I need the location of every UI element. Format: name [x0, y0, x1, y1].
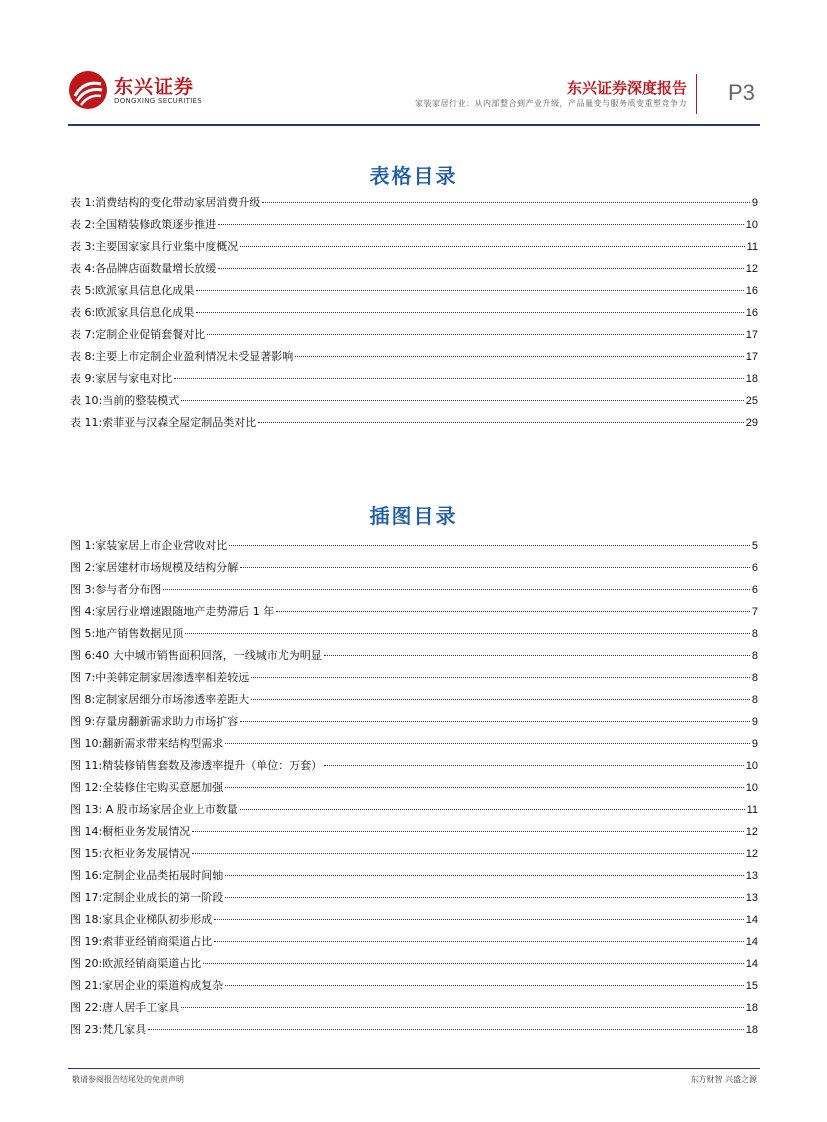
- toc-entry-page[interactable]: 16: [745, 307, 758, 319]
- toc-entry[interactable]: [70, 258, 758, 280]
- toc-entry-label[interactable]: 表 9:家居与家电对比: [70, 372, 173, 385]
- toc-entry[interactable]: [70, 667, 758, 689]
- toc-entry-page[interactable]: 10: [745, 219, 758, 231]
- toc-entry-label[interactable]: 图 14:橱柜业务发展情况: [70, 825, 191, 838]
- toc-entry-label[interactable]: 表 7:定制企业促销套餐对比: [70, 328, 206, 341]
- toc-entry[interactable]: [70, 777, 758, 799]
- logo-text-en: DONGXING SECURITIES: [114, 97, 203, 105]
- figures-toc: [70, 535, 758, 1041]
- toc-entry-label[interactable]: 图 7:中美韩定制家居渗透率相差较远: [70, 671, 250, 684]
- toc-entry-page[interactable]: 6: [751, 562, 758, 574]
- toc-entry-page[interactable]: 18: [745, 1024, 758, 1036]
- toc-entry[interactable]: [70, 1019, 758, 1041]
- toc-entry-page[interactable]: 9: [751, 197, 758, 209]
- page-number: P3: [728, 80, 755, 105]
- toc-dot-leader: [148, 1029, 744, 1030]
- toc-entry-label[interactable]: 表 2:全国精装修政策逐步推进: [70, 218, 217, 231]
- toc-dot-leader: [174, 378, 744, 379]
- toc-dot-leader: [218, 268, 744, 269]
- toc-dot-leader: [225, 875, 744, 876]
- toc-entry-label[interactable]: 图 16:定制企业品类拓展时间轴: [70, 869, 224, 882]
- toc-entry[interactable]: [70, 689, 758, 711]
- toc-entry-label[interactable]: 图 21:家居企业的渠道构成复杂: [70, 979, 224, 992]
- toc-entry-label[interactable]: 表 3:主要国家家具行业集中度概况: [70, 240, 239, 253]
- footer-slogan: 东方财智 兴盛之源: [690, 1075, 757, 1084]
- toc-entry-label[interactable]: 图 19:索菲亚经销商渠道占比: [70, 935, 213, 948]
- toc-entry[interactable]: [70, 601, 758, 623]
- toc-dot-leader: [181, 400, 744, 401]
- toc-entry-label[interactable]: 图 6:40 大中城市销售面积回落，一线城市尤为明显: [70, 649, 322, 662]
- toc-dot-leader: [225, 897, 744, 898]
- toc-dot-leader: [214, 919, 744, 920]
- toc-entry-page[interactable]: 15: [745, 980, 758, 992]
- toc-dot-leader: [225, 787, 744, 788]
- toc-entry-label[interactable]: 表 4:各品牌店面数量增长放缓: [70, 262, 217, 275]
- toc-entry-label[interactable]: 图 3:参与者分布图: [70, 583, 162, 596]
- toc-entry[interactable]: [70, 645, 758, 667]
- toc-entry-label[interactable]: 表 6:欧派家具信息化成果: [70, 306, 195, 319]
- toc-entry[interactable]: [70, 192, 758, 214]
- toc-entry-label[interactable]: 图 4:家居行业增速跟随地产走势滞后 1 年: [70, 605, 275, 618]
- toc-entry-page[interactable]: 7: [751, 606, 758, 618]
- company-logo: [68, 70, 208, 110]
- toc-dot-leader: [196, 290, 744, 291]
- toc-entry[interactable]: [70, 390, 758, 412]
- toc-entry-page[interactable]: 9: [751, 738, 758, 750]
- toc-entry-label[interactable]: 图 5:地产销售数据见顶: [70, 627, 184, 640]
- toc-entry[interactable]: [70, 733, 758, 755]
- toc-entry-page[interactable]: 12: [745, 826, 758, 838]
- toc-dot-leader: [163, 589, 750, 590]
- tables-toc-title: 表格目录: [369, 164, 458, 188]
- toc-entry-page[interactable]: 29: [745, 417, 758, 429]
- toc-entry-label[interactable]: 图 17:定制企业成长的第一阶段: [70, 891, 224, 904]
- toc-entry-label[interactable]: 表 8:主要上市定制企业盈利情况未受显著影响: [70, 350, 294, 363]
- toc-entry[interactable]: [70, 931, 758, 953]
- toc-dot-leader: [225, 743, 750, 744]
- toc-entry[interactable]: [70, 975, 758, 997]
- toc-dot-leader: [276, 611, 750, 612]
- toc-entry-page[interactable]: 8: [751, 694, 758, 706]
- toc-entry[interactable]: [70, 953, 758, 975]
- toc-entry-page[interactable]: 8: [751, 650, 758, 662]
- toc-entry[interactable]: [70, 711, 758, 733]
- toc-entry-page[interactable]: 18: [745, 1002, 758, 1014]
- toc-dot-leader: [295, 356, 744, 357]
- toc-entry[interactable]: [70, 412, 758, 434]
- toc-entry[interactable]: [70, 236, 758, 258]
- toc-entry-label[interactable]: 图 1:家装家居上市企业营收对比: [70, 539, 228, 552]
- toc-entry[interactable]: [70, 997, 758, 1019]
- toc-entry[interactable]: [70, 909, 758, 931]
- toc-entry-page[interactable]: 9: [751, 716, 758, 728]
- logo-text-cn: 东兴证券: [114, 76, 195, 98]
- toc-entry[interactable]: [70, 887, 758, 909]
- toc-entry-page[interactable]: 13: [745, 892, 758, 904]
- toc-entry-page[interactable]: 11: [746, 804, 758, 816]
- toc-entry[interactable]: [70, 535, 758, 557]
- toc-entry-page[interactable]: 25: [745, 395, 758, 407]
- toc-entry-page[interactable]: 6: [751, 584, 758, 596]
- toc-dot-leader: [258, 422, 744, 423]
- toc-entry[interactable]: [70, 557, 758, 579]
- toc-dot-leader: [214, 941, 744, 942]
- footer-disclaimer: 敬请参阅报告结尾处的免责声明: [72, 1075, 184, 1084]
- toc-entry-label[interactable]: 图 23:梵几家具: [70, 1023, 147, 1036]
- toc-dot-leader: [229, 545, 750, 546]
- footer-rule: [68, 1068, 760, 1069]
- toc-entry-label[interactable]: 图 20:欧派经销商渠道占比: [70, 957, 202, 970]
- toc-entry-page[interactable]: 17: [745, 329, 758, 341]
- toc-entry-page[interactable]: 13: [745, 870, 758, 882]
- toc-dot-leader: [196, 312, 744, 313]
- toc-dot-leader: [225, 985, 744, 986]
- toc-entry-page[interactable]: 14: [745, 936, 758, 948]
- toc-entry-page[interactable]: 17: [745, 351, 758, 363]
- toc-entry-label[interactable]: 图 8:定制家居细分市场渗透率差距大: [70, 693, 250, 706]
- toc-entry-label[interactable]: 表 10:当前的整装模式: [70, 394, 180, 407]
- toc-entry[interactable]: [70, 799, 758, 821]
- toc-entry-label[interactable]: 表 1:消费结构的变化带动家居消费升级: [70, 196, 261, 209]
- tables-toc: [70, 192, 758, 434]
- toc-entry[interactable]: [70, 324, 758, 346]
- toc-dot-leader: [324, 765, 744, 766]
- toc-entry[interactable]: [70, 843, 758, 865]
- toc-entry-page[interactable]: 11: [746, 241, 758, 253]
- toc-entry-page[interactable]: 10: [745, 760, 758, 772]
- toc-entry-page[interactable]: 12: [745, 263, 758, 275]
- report-subtitle: 家装家居行业：从内部整合到产业升级，产品量变与服务质变重塑竞争力: [415, 99, 687, 108]
- toc-entry-label[interactable]: 图 18:家具企业梯队初步形成: [70, 913, 213, 926]
- toc-entry-label[interactable]: 表 5:欧派家具信息化成果: [70, 284, 195, 297]
- toc-entry-label[interactable]: 图 15:衣柜业务发展情况: [70, 847, 191, 860]
- toc-dot-leader: [181, 1007, 744, 1008]
- toc-entry-page[interactable]: 8: [751, 672, 758, 684]
- toc-entry[interactable]: [70, 280, 758, 302]
- toc-dot-leader: [324, 655, 750, 656]
- toc-entry[interactable]: [70, 821, 758, 843]
- toc-entry[interactable]: [70, 368, 758, 390]
- toc-entry-label[interactable]: 表 11:索菲亚与汉森全屋定制品类对比: [70, 416, 257, 429]
- toc-dot-leader: [240, 721, 750, 722]
- toc-entry-page[interactable]: 5: [751, 540, 758, 552]
- toc-entry[interactable]: [70, 623, 758, 645]
- toc-entry-page[interactable]: 10: [745, 782, 758, 794]
- page-header: [0, 0, 827, 130]
- toc-dot-leader: [192, 831, 744, 832]
- report-title: 东兴证券深度报告: [566, 79, 687, 97]
- toc-entry-label[interactable]: 图 22:唐人居手工家具: [70, 1001, 180, 1014]
- toc-dot-leader: [251, 677, 750, 678]
- dongxing-logo-icon: [68, 70, 108, 110]
- toc-entry-page[interactable]: 14: [745, 914, 758, 926]
- toc-dot-leader: [192, 853, 744, 854]
- header-rule: [68, 124, 760, 126]
- toc-entry-page[interactable]: 18: [745, 373, 758, 385]
- toc-entry[interactable]: [70, 865, 758, 887]
- toc-entry-label[interactable]: 图 9:存量房翻新需求助力市场扩容: [70, 715, 239, 728]
- header-divider: [696, 74, 697, 114]
- toc-entry-label[interactable]: 图 10:翻新需求带来结构型需求: [70, 737, 224, 750]
- toc-entry[interactable]: [70, 346, 758, 368]
- toc-dot-leader: [218, 224, 744, 225]
- toc-entry[interactable]: [70, 755, 758, 777]
- toc-entry[interactable]: [70, 302, 758, 324]
- toc-entry[interactable]: [70, 214, 758, 236]
- toc-entry-page[interactable]: 8: [751, 628, 758, 640]
- toc-entry-label[interactable]: 图 13: A 股市场家居企业上市数量: [70, 803, 238, 816]
- toc-dot-leader: [207, 334, 744, 335]
- toc-entry-page[interactable]: 16: [745, 285, 758, 297]
- toc-entry[interactable]: [70, 579, 758, 601]
- toc-dot-leader: [240, 809, 745, 810]
- toc-dot-leader: [262, 202, 750, 203]
- toc-entry-label[interactable]: 图 11:精装修销售套数及渗透率提升（单位：万套）: [70, 759, 323, 772]
- toc-entry-page[interactable]: 14: [745, 958, 758, 970]
- toc-dot-leader: [251, 699, 750, 700]
- toc-dot-leader: [203, 963, 744, 964]
- toc-dot-leader: [185, 633, 750, 634]
- toc-entry-label[interactable]: 图 2:家居建材市场规模及结构分解: [70, 561, 239, 574]
- toc-entry-page[interactable]: 12: [745, 848, 758, 860]
- toc-entry-label[interactable]: 图 12:全装修住宅购买意愿加强: [70, 781, 224, 794]
- toc-dot-leader: [240, 567, 750, 568]
- toc-dot-leader: [240, 246, 744, 247]
- figures-toc-title: 插图目录: [369, 504, 458, 528]
